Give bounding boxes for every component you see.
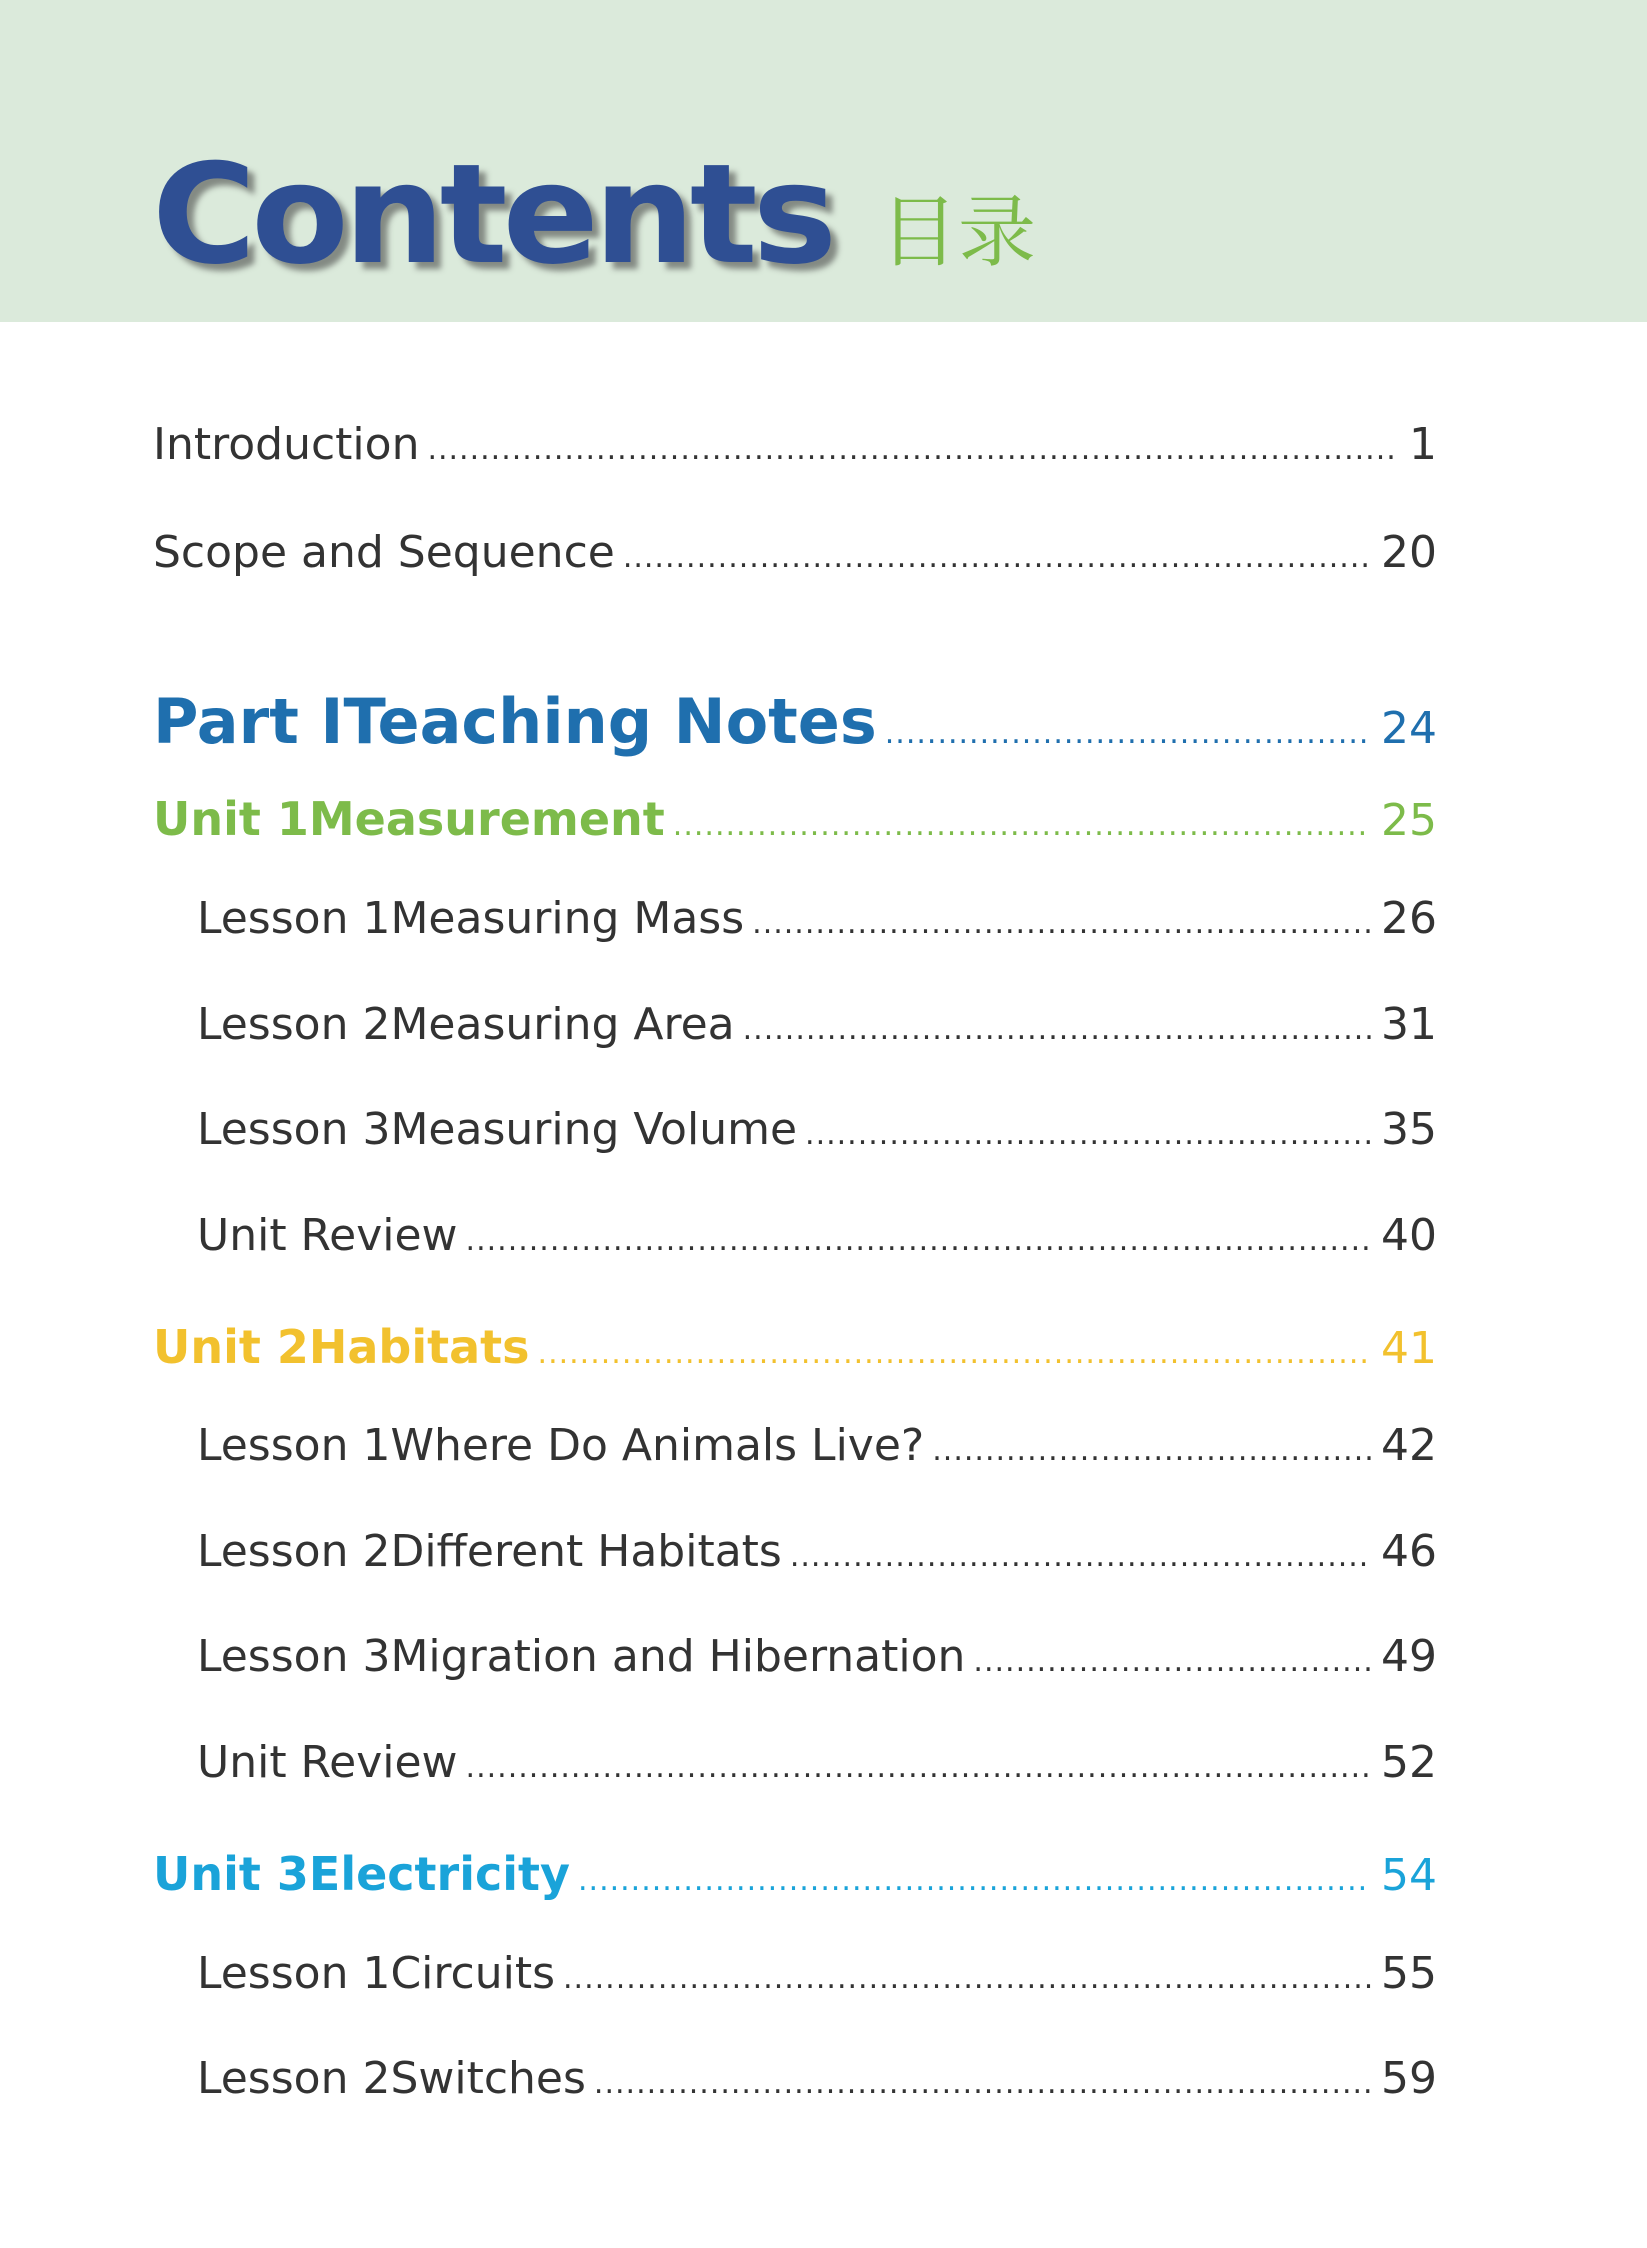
unit-title: Electricity xyxy=(308,1847,570,1901)
page-title: Contents xyxy=(152,134,833,295)
dot-leader xyxy=(790,1524,1371,1585)
toc-lesson-entry[interactable] xyxy=(197,891,1437,952)
unit-number: Unit 2 xyxy=(153,1320,309,1374)
part-title: Teaching Notes xyxy=(343,685,877,758)
toc-page-number: 1 xyxy=(1409,419,1437,470)
lesson-title: Measuring Volume xyxy=(390,1104,798,1155)
toc-entry-scope-and-sequence[interactable] xyxy=(153,525,1437,586)
dot-leader xyxy=(673,796,1371,856)
toc-entry-introduction[interactable] xyxy=(153,417,1437,478)
toc-unit-heading-2[interactable] xyxy=(153,1317,1437,1384)
dot-leader xyxy=(563,1946,1371,2007)
toc-page-number: 35 xyxy=(1381,1104,1437,1155)
toc-lesson-entry[interactable] xyxy=(197,1946,1437,2007)
lesson-title: Migration and Hibernation xyxy=(390,1631,966,1682)
lesson-title: Switches xyxy=(390,2053,586,2104)
toc-part-heading[interactable] xyxy=(153,684,1437,772)
toc-page-number: 26 xyxy=(1381,893,1437,944)
toc-unit-heading-3[interactable] xyxy=(153,1844,1437,1911)
lesson-number: Lesson 1 xyxy=(197,1420,391,1471)
dot-leader xyxy=(805,1102,1371,1163)
toc-lesson-entry[interactable] xyxy=(197,1418,1437,1479)
toc-lesson-entry[interactable] xyxy=(197,1524,1437,1585)
unit-number: Unit 1 xyxy=(153,792,309,846)
dot-leader xyxy=(885,696,1371,772)
toc-page-number: 40 xyxy=(1381,1210,1437,1261)
toc-unit-review-entry[interactable] xyxy=(197,1735,1437,1796)
dot-leader xyxy=(743,997,1371,1058)
toc-page-number: 59 xyxy=(1381,2053,1437,2104)
dot-leader xyxy=(752,891,1371,952)
toc-lesson-entry[interactable] xyxy=(197,997,1437,1058)
part-number: Part I xyxy=(153,685,344,758)
dot-leader xyxy=(932,1418,1371,1479)
dot-leader xyxy=(466,1735,1371,1796)
unit-title: Habitats xyxy=(308,1320,530,1374)
dot-leader xyxy=(466,1208,1371,1269)
lesson-number: Lesson 3 xyxy=(197,1104,391,1155)
toc-lesson-entry[interactable] xyxy=(197,2051,1437,2112)
toc-entry-title: Introduction xyxy=(153,419,420,470)
dot-leader xyxy=(578,1851,1371,1911)
dot-leader xyxy=(594,2051,1371,2112)
toc-page-number: 55 xyxy=(1381,1948,1437,1999)
toc-page-number: 24 xyxy=(1381,703,1437,754)
unit-title: Measurement xyxy=(308,792,665,846)
lesson-number: Lesson 3 xyxy=(197,1631,391,1682)
toc-lesson-entry[interactable] xyxy=(197,1629,1437,1690)
toc-page-number: 49 xyxy=(1381,1631,1437,1682)
dot-leader xyxy=(538,1324,1371,1384)
lesson-number: Lesson 2 xyxy=(197,999,391,1050)
toc-lesson-entry[interactable] xyxy=(197,1102,1437,1163)
toc-page-number: 20 xyxy=(1381,527,1437,578)
lesson-number: Lesson 2 xyxy=(197,2053,391,2104)
toc-page-number: 25 xyxy=(1381,795,1437,846)
lesson-title: Circuits xyxy=(390,1948,556,1999)
lesson-title: Unit Review xyxy=(197,1210,458,1261)
lesson-title: Different Habitats xyxy=(390,1526,782,1577)
lesson-number: Lesson 1 xyxy=(197,893,391,944)
dot-leader xyxy=(623,525,1371,586)
toc-page-number: 31 xyxy=(1381,999,1437,1050)
lesson-number: Lesson 1 xyxy=(197,1948,391,1999)
toc-entry-title: Scope and Sequence xyxy=(153,527,615,578)
page-title-chinese: 目录 xyxy=(880,188,1037,278)
toc-unit-review-entry[interactable] xyxy=(197,1208,1437,1269)
lesson-title: Measuring Area xyxy=(390,999,735,1050)
lesson-number: Lesson 2 xyxy=(197,1526,391,1577)
toc-page-number: 52 xyxy=(1381,1737,1437,1788)
toc-page-number: 42 xyxy=(1381,1420,1437,1471)
toc-page-number: 41 xyxy=(1381,1323,1437,1374)
unit-number: Unit 3 xyxy=(153,1847,309,1901)
toc-page-number: 46 xyxy=(1381,1526,1437,1577)
toc-page-number: 54 xyxy=(1381,1850,1437,1901)
lesson-title: Where Do Animals Live? xyxy=(390,1420,925,1471)
dot-leader xyxy=(427,417,1399,478)
toc-unit-heading-1[interactable] xyxy=(153,789,1437,856)
lesson-title: Unit Review xyxy=(197,1737,458,1788)
dot-leader xyxy=(973,1629,1371,1690)
lesson-title: Measuring Mass xyxy=(390,893,745,944)
